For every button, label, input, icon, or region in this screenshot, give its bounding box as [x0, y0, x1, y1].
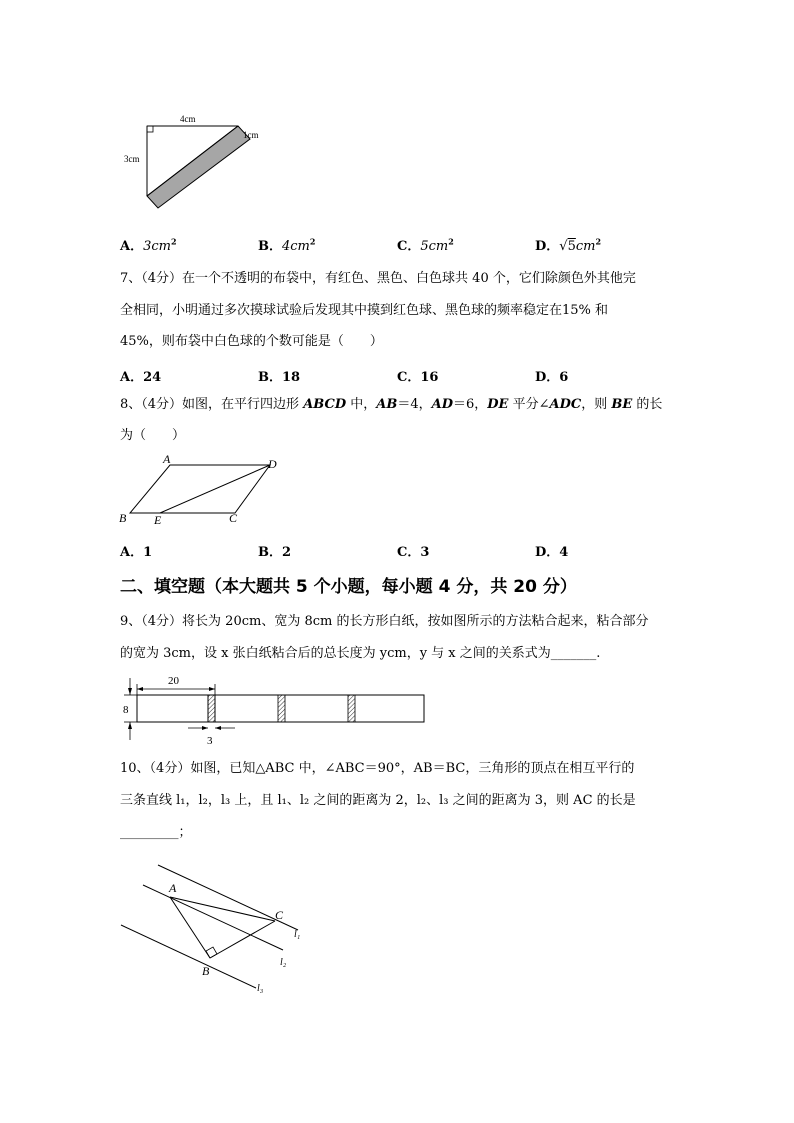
q8-option-d[interactable]: D．4 — [535, 545, 569, 560]
q7-option-b[interactable]: B．18 — [258, 370, 301, 385]
q7-line-1: 7、（4分）在一个不透明的布袋中，有红色、黑色、白色球共 40 个，它们除颜色外其他完 — [120, 271, 636, 286]
q6-option-d[interactable]: D．$√5cm^2$ — [535, 236, 602, 254]
q6-figure — [118, 110, 278, 220]
hypotenuse — [147, 126, 238, 196]
q8-figure — [115, 452, 295, 532]
q6-option-c[interactable]: C．$5cm^2$ — [397, 236, 454, 254]
line-l3-label: l₃ — [257, 983, 264, 994]
line-l3 — [121, 925, 256, 988]
length-arrowhead-left — [137, 687, 143, 691]
label-3cm: 3cm — [124, 154, 140, 164]
q10-figure — [118, 855, 318, 1000]
q7-line-3: 45%，则布袋中白色球的个数可能是（ ） — [120, 334, 383, 349]
sqrt-symbol: √ — [559, 239, 568, 254]
overlap-1 — [208, 695, 215, 722]
side-ab — [170, 897, 210, 958]
q10-line-3: _________； — [120, 825, 192, 840]
q10-line-2: 三条直线 l₁，l₂，l₃ 上，且 l₁、l₂ 之间的距离为 2，l₂、l₃ 之间的距离为 3，则 AC 的长是 — [120, 793, 636, 808]
vertex-c-label: C — [275, 908, 284, 922]
overlap-label: 3 — [207, 735, 213, 747]
line-l2-label: l₂ — [280, 957, 287, 968]
side-bc — [210, 921, 275, 958]
point-d-label: D — [268, 457, 277, 471]
width-label: 8 — [123, 704, 129, 716]
point-b-label: B — [119, 511, 127, 525]
segment-de — [160, 465, 270, 513]
q6-option-a[interactable]: A．$3cm^2$ — [120, 236, 177, 254]
q8-option-a[interactable]: A．1 — [120, 545, 153, 560]
label-1cm: 1cm — [243, 130, 259, 140]
length-arrowhead-right — [209, 687, 215, 691]
overlap-2 — [278, 695, 285, 722]
q7-option-d[interactable]: D．6 — [535, 370, 569, 385]
q8-option-b[interactable]: B．2 — [258, 545, 292, 560]
q8-option-c[interactable]: C．3 — [397, 545, 430, 560]
vertex-b-label: B — [202, 964, 210, 978]
shaded-strip — [147, 126, 250, 208]
side-ac — [170, 897, 275, 921]
right-angle-mark-b — [206, 947, 217, 958]
point-e-label: E — [154, 513, 162, 527]
q7-line-2: 全相同，小明通过多次摸球试验后发现其中摸到红色球、黑色球的频率稳定在15% 和 — [120, 303, 609, 318]
right-angle-mark — [147, 126, 153, 132]
section-heading: 二、填空题（本大题共 5 个小题，每小题 4 分，共 20 分） — [120, 577, 577, 597]
q9-line-1: 9、（4分）将长为 20cm、宽为 8cm 的长方形白纸，按如图所示的方法粘合起来，粘合部分 — [120, 614, 649, 629]
parallelogram-abcd — [130, 465, 270, 513]
q9-line-2: 的宽为 3cm，设 x 张白纸粘合后的总长度为 ycm，y 与 x 之间的关系式为_______. — [120, 646, 601, 661]
line-l2 — [143, 885, 283, 950]
line-l1-label: l₁ — [294, 929, 301, 940]
q10-line-1: 10、（4分）如图，已知△ABC 中，∠ABC＝90°，AB＝BC，三角形的顶点在相互平行的 — [120, 761, 635, 776]
vertex-a-label: A — [169, 881, 177, 895]
q8-line-2: 为（ ） — [120, 428, 186, 443]
q7-option-c[interactable]: C．16 — [397, 370, 439, 385]
width-arrowhead-bottom — [128, 722, 132, 729]
q9-figure — [118, 672, 438, 752]
point-c-label: C — [229, 511, 238, 525]
overlap-arrowhead-right — [215, 726, 221, 730]
overlap-3 — [348, 695, 355, 722]
width-arrowhead-top — [128, 688, 132, 695]
overlap-arrowhead-left — [202, 726, 208, 730]
point-a-label: A — [163, 452, 171, 466]
q7-option-a[interactable]: A．24 — [120, 370, 162, 385]
label-4cm: 4cm — [180, 114, 196, 124]
length-label: 20 — [168, 675, 179, 687]
q8-line-1: 8、（4分）如图，在平行四边形 ABCD 中，AB＝4，AD＝6，DE 平分∠ADC，则 BE 的长 — [120, 397, 663, 412]
q6-option-b[interactable]: B．$4cm^2$ — [258, 236, 316, 254]
